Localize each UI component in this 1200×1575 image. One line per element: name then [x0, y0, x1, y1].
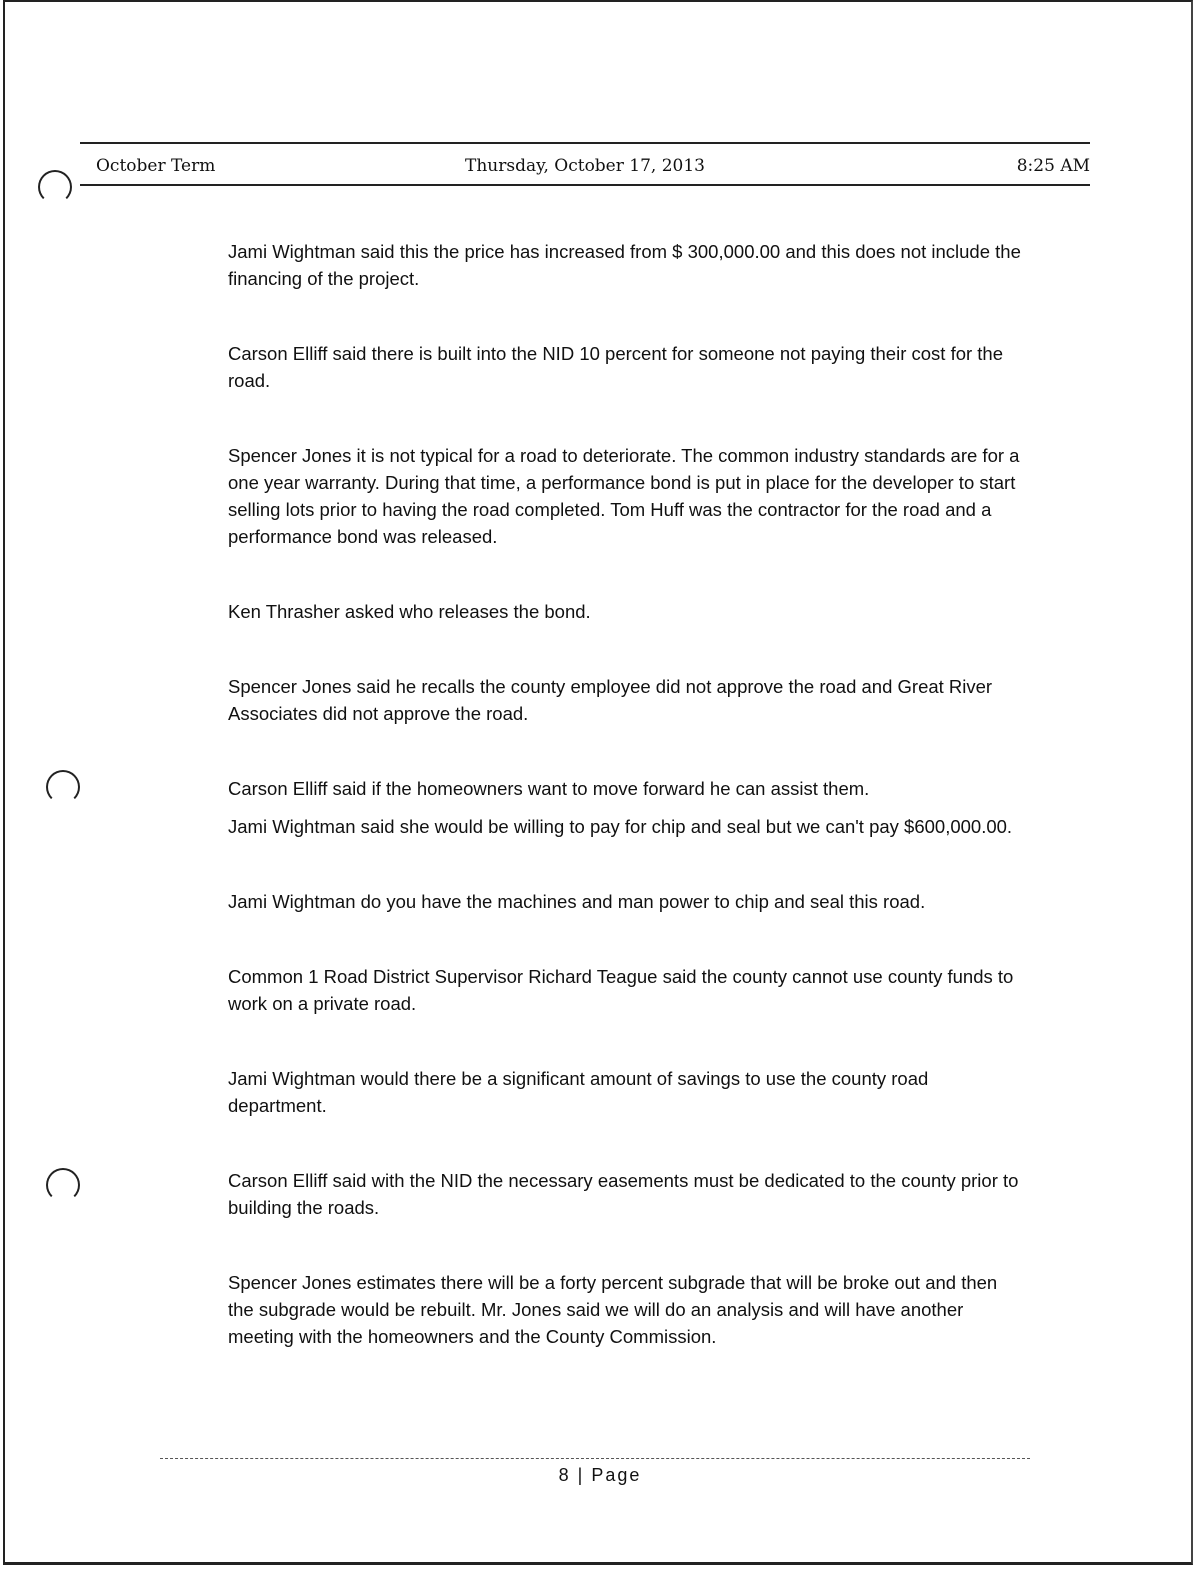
paragraph: Jami Wightman said this the price has increased from $ 300,000.00 and this does not include the financing of the project.	[228, 241, 1021, 289]
paragraph: Jami Wightman do you have the machines and man power to chip and seal this road.	[228, 891, 926, 912]
paragraph: Common 1 Road District Supervisor Richard Teague said the county cannot use county funds to work on a private road.	[228, 966, 1014, 1014]
paragraph: Jami Wightman said she would be willing to pay for chip and seal but we can't pay $600,000.00.	[228, 816, 1013, 837]
paragraph: Spencer Jones it is not typical for a road to deteriorate. The common industry standards are for a one year warranty. During that time, a performance bond is put in place for the developer to start selling lots prior to having the road completed. Tom Huff was the contractor for the road and a performance bond was released.	[228, 445, 1020, 547]
header-date: Thursday, October 17, 2013	[465, 156, 705, 176]
paragraph: Spencer Jones estimates there will be a forty percent subgrade that will be broke out and then the subgrade would be rebuilt. Mr. Jones said we will do an analysis and will have another meeting with the homeowners and the County Commission.	[228, 1272, 998, 1347]
header-time: 8:25 AM	[1016, 156, 1090, 176]
punch-hole-icon	[46, 770, 80, 804]
punch-hole-icon	[38, 170, 72, 204]
page-header	[80, 142, 1090, 186]
header-term: October Term	[96, 156, 216, 176]
footer-divider	[160, 1458, 1030, 1459]
minutes-body	[228, 238, 1028, 1398]
paragraph: Carson Elliff said with the NID the necessary easements must be dedicated to the county prior to building the roads.	[228, 1170, 1019, 1218]
page-number: 8 | Page	[558, 1465, 642, 1485]
paragraph: Ken Thrasher asked who releases the bond.	[228, 601, 591, 622]
paragraph: Spencer Jones said he recalls the county employee did not approve the road and Great River Associates did not approve the road.	[228, 676, 993, 724]
paragraph: Carson Elliff said there is built into the NID 10 percent for someone not paying their cost for the road.	[228, 343, 1004, 391]
punch-hole-icon	[46, 1168, 80, 1202]
paragraph: Jami Wightman would there be a significant amount of savings to use the county road department.	[228, 1068, 929, 1116]
paragraph: Carson Elliff said if the homeowners want to move forward he can assist them.	[228, 778, 870, 799]
